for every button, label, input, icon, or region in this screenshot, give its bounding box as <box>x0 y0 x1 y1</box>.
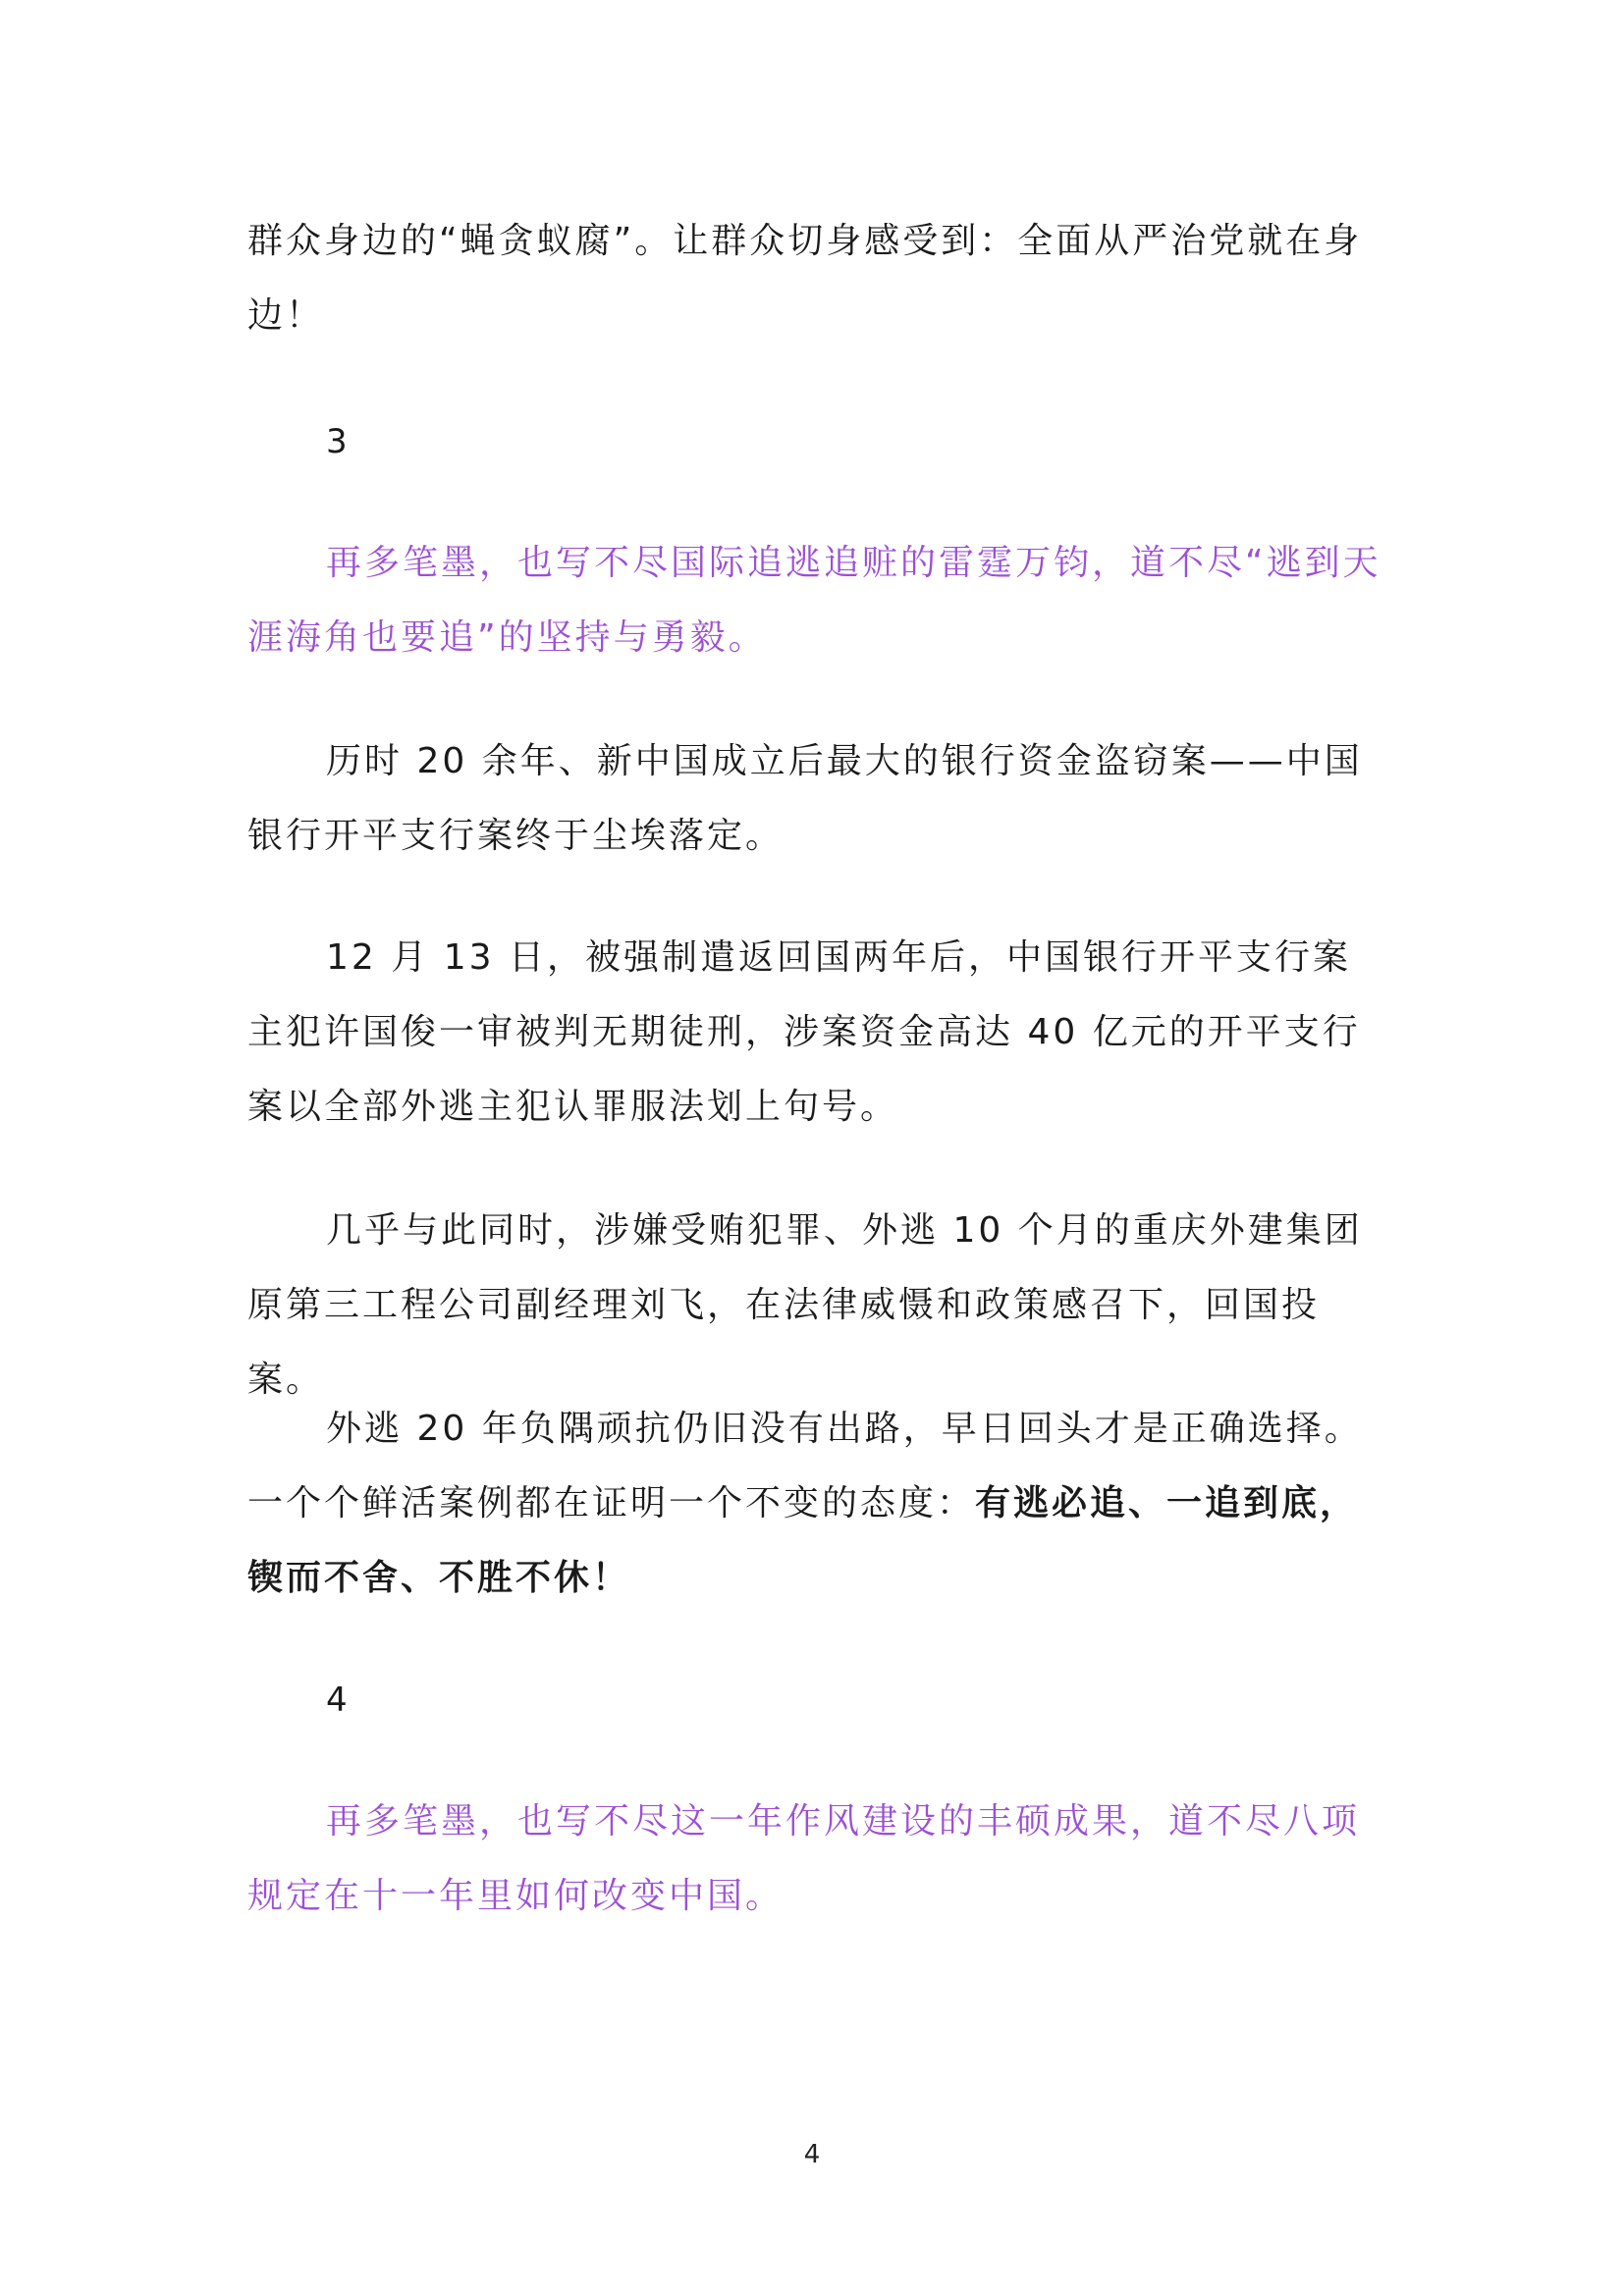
paragraph-grassroots-corruption: 群众身边的“蝇贪蚁腐”。让群众切身感受到：全面从严治党就在身边！ <box>247 221 1363 336</box>
section-number-3: 3 <box>326 422 348 461</box>
section-3-heading: 再多笔墨，也写不尽国际追逃追赃的雷霆万钧，道不尽“逃到天涯海角也要追”的坚持与勇毅。 <box>247 543 1381 658</box>
paragraph-dec-13-verdict: 12 月 13 日，被强制遣返回国两年后，中国银行开平支行案主犯许国俊一审被判无期徒刑，涉案资金高达 40 亿元的开平支行案以全部外逃主犯认罪服法划上句号。 <box>247 937 1361 1127</box>
section-4-heading: 再多笔墨，也写不尽这一年作风建设的丰硕成果，道不尽八项规定在十一年里如何改变中国。 <box>247 1801 1361 1916</box>
paragraph-conclusion <box>247 1392 1386 1616</box>
page-number: 4 <box>803 2140 821 2169</box>
paragraph-liu-fei-surrender: 几乎与此同时，涉嫌受贿犯罪、外逃 10 个月的重庆外建集团原第三工程公司副经理刘飞，在法律威慑和政策感召下，回国投案。 <box>247 1210 1363 1400</box>
conclusion-bold-text: 有逃必追、一追到底，锲而不舍、不胜不休！ <box>247 1483 1359 1598</box>
paragraph-kaiping-case: 历时 20 余年、新中国成立后最大的银行资金盗窃案——中国银行开平支行案终于尘埃落定。 <box>247 741 1363 856</box>
section-number-4: 4 <box>326 1681 348 1720</box>
conclusion-text: 外逃 20 年负隅顽抗仍旧没有出路，早日回头才是正确选择。一个个鲜活案例都在证明一个不变的态度： <box>247 1409 1363 1523</box>
